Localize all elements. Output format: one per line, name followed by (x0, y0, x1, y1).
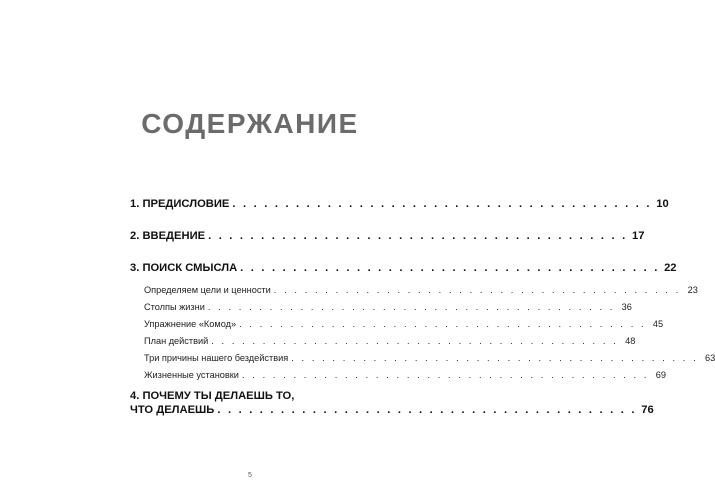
dot-leader: . . . . . . . . . . . . . . . . . . . . . . . . . . . . . . . . . . . . . . . . (273, 285, 681, 295)
toc-subentry-life-attitudes[interactable] (130, 370, 667, 380)
toc-entry-page: 17 (631, 230, 645, 242)
dot-leader: . . . . . . . . . . . . . . . . . . . . . . . . . . . . . . . . . . . . . . . . (240, 262, 660, 274)
toc-entry-search-meaning[interactable] (130, 262, 677, 274)
dot-leader: . . . . . . . . . . . . . . . . . . . . . . . . . . . . . . . . . . . . . . . . (241, 370, 650, 380)
toc-subentry-komod-exercise[interactable] (130, 319, 664, 329)
toc-entry-introduction[interactable] (130, 230, 645, 242)
toc-entry-label: 2. ВВЕДЕНИЕ (130, 230, 206, 242)
toc-entry-page: 23 (687, 285, 698, 295)
toc-subentry-pillars[interactable] (130, 302, 632, 312)
dot-leader: . . . . . . . . . . . . . . . . . . . . . . . . . . . . . . . . . . . . . . . . (208, 230, 628, 242)
toc-entry-label: 1. ПРЕДИСЛОВИЕ (130, 198, 230, 210)
toc-entry-label: Упражнение «Комод» (144, 319, 237, 329)
toc-entry-label: ЧТО ДЕЛАЕШЬ (130, 404, 215, 416)
page-folio: 5 (248, 472, 252, 479)
toc-entry-label: Определяем цели и ценности (144, 285, 271, 295)
toc-subentry-goals-values[interactable] (130, 285, 698, 295)
toc-entry-label: Столпы жизни (144, 302, 205, 312)
dot-leader: . . . . . . . . . . . . . . . . . . . . . . . . . . . . . . . . . . . . . . . . (207, 302, 615, 312)
dot-leader: . . . . . . . . . . . . . . . . . . . . . . . . . . . . . . . . . . . . . . . . (239, 319, 647, 329)
dot-leader: . . . . . . . . . . . . . . . . . . . . . . . . . . . . . . . . . . . . . . . . (232, 198, 652, 210)
toc-entry-label: Три причины нашего бездействия (144, 353, 289, 363)
toc-entry-page: 63 (705, 353, 715, 363)
toc-entry-page: 22 (664, 262, 677, 274)
toc-subentry-action-plan[interactable] (130, 336, 636, 346)
dot-leader: . . . . . . . . . . . . . . . . . . . . . . . . . . . . . . . . . . . . . . . . (211, 336, 619, 346)
toc-entry-label: 3. ПОИСК СМЫСЛА (130, 262, 238, 274)
page-title: СОДЕРЖАНИЕ (141, 108, 359, 139)
toc-entry-page: 48 (625, 336, 636, 346)
toc-entry-label-line1[interactable]: 4. ПОЧЕМУ ТЫ ДЕЛАЕШЬ ТО, (130, 390, 295, 402)
toc-entry-label: Жизненные установки (144, 370, 239, 380)
toc-entry-why-you-do[interactable] (130, 404, 654, 416)
toc-entry-page: 10 (656, 198, 669, 210)
toc-entry-preface[interactable] (130, 198, 669, 210)
toc-entry-page: 45 (652, 319, 664, 329)
toc-entry-page: 36 (621, 302, 632, 312)
dot-leader: . . . . . . . . . . . . . . . . . . . . . . . . . . . . . . . . . . . . . . . . (217, 404, 637, 416)
toc-entry-label: План действий (144, 336, 209, 346)
dot-leader: . . . . . . . . . . . . . . . . . . . . . . . . . . . . . . . . . . . . . . . . (291, 353, 699, 363)
toc-subentry-three-reasons[interactable] (130, 353, 715, 363)
toc-entry-page: 69 (655, 370, 667, 380)
toc-entry-page: 76 (641, 404, 654, 416)
